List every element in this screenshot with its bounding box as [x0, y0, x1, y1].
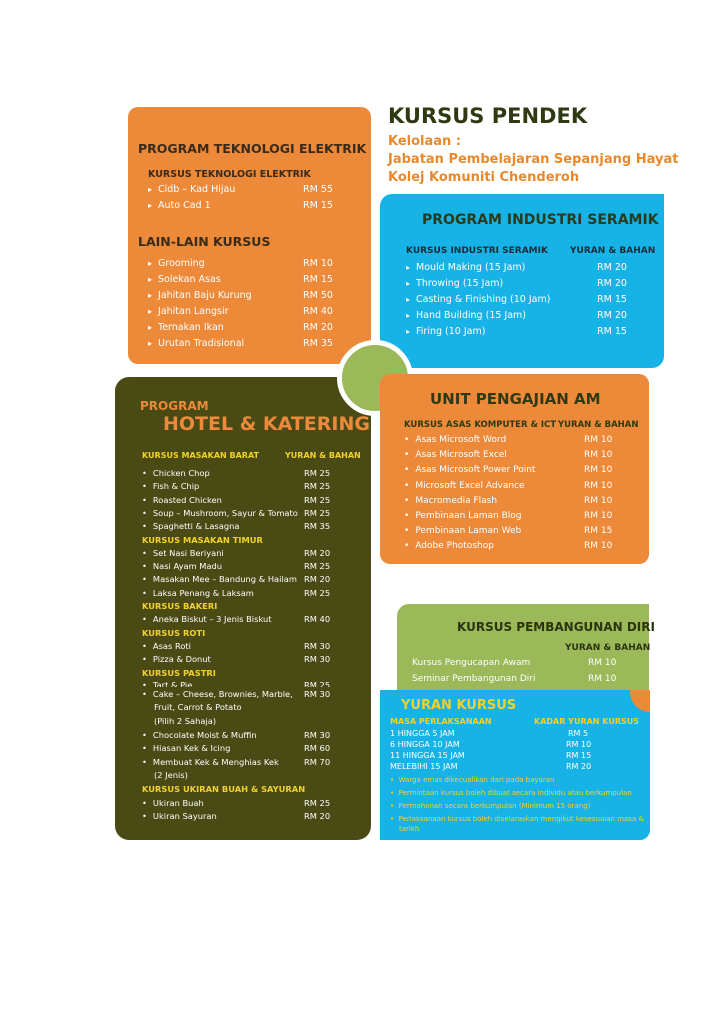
list-item-continuation: (2 Jenis): [154, 769, 188, 780]
sub-title: KURSUS TEKNOLOGI ELEKTRIK: [148, 169, 311, 180]
unit-list: [404, 435, 644, 559]
list-item: [406, 278, 656, 294]
list-item: [404, 450, 644, 466]
item-name: • Pembinaan Laman Web: [404, 526, 521, 536]
item-name: ▸ Grooming: [148, 258, 205, 269]
program-label: PROGRAM: [140, 399, 209, 413]
note-continuation: tarikh: [399, 825, 420, 833]
section-title: HOTEL & KATERING: [163, 413, 370, 435]
item-name: 1 HINGGA 5 JAM: [390, 729, 455, 738]
item-name: ▸ Throwing (15 Jam): [406, 278, 503, 289]
college-name: Kolej Komuniti Chenderoh: [388, 170, 580, 185]
panel-unit-pengajian-am: [380, 374, 649, 564]
list-item: [404, 541, 644, 557]
item-name: • Membuat Kek & Menghias Kek: [142, 757, 279, 767]
item-price: RM 30: [304, 640, 331, 651]
note-item: • Warga emas dikecualikan dari pada bayaran: [390, 776, 555, 784]
item-name: ▸ Casting & Finishing (10 Jam): [406, 294, 550, 305]
list-item: [390, 740, 645, 751]
item-name: ▸ Cidb – Kad Hijau: [148, 184, 235, 195]
item-price: RM 25: [304, 507, 331, 518]
panel-pembangunan-diri: [397, 604, 655, 690]
item-price: RM 20: [304, 547, 331, 558]
list-item: [404, 511, 644, 527]
column-header-course: KURSUS MASAKAN BARAT: [142, 451, 259, 460]
list-item: [412, 674, 642, 690]
list-item: [148, 258, 363, 274]
list-item: [148, 200, 363, 216]
item-name: • Tart & Pie: [142, 680, 192, 687]
item-name: • Asas Microsoft Excel: [404, 450, 507, 460]
item-price: RM 20: [597, 262, 627, 273]
lain-list: [148, 258, 363, 358]
note-item: • Perlaksanaan kursus boleh diselaraskan mengikut kesesuaian masa &: [390, 815, 644, 823]
item-price: RM 20: [597, 278, 627, 289]
item-name: • Hiasan Kek & Icing: [142, 743, 230, 753]
list-item-continuation: Fruit, Carrot & Potato: [154, 702, 242, 713]
list-item: [390, 762, 645, 773]
item-price: RM 10: [584, 435, 613, 445]
item-price: RM 50: [303, 290, 333, 301]
item-price: RM 25: [304, 468, 331, 478]
item-price: RM 70: [304, 756, 331, 767]
item-price: RM 20: [303, 322, 333, 333]
item-name: Kursus Pengucapan Awam: [412, 658, 531, 668]
item-name: ▸ Ternakan Ikan: [148, 322, 224, 333]
item-price: RM 10: [584, 495, 613, 506]
subsection-title: KURSUS UKIRAN BUAH & SAYURAN: [142, 783, 306, 794]
column-header-fee: KADAR YURAN KURSUS: [534, 717, 640, 726]
list-item: [390, 751, 645, 762]
list-item: [406, 294, 656, 310]
section-title: YURAN KURSUS: [401, 698, 517, 713]
panel-industri-seramik: [380, 194, 664, 368]
list-item: [390, 729, 645, 740]
item-price: RM 25: [304, 561, 331, 572]
item-price: RM 20: [566, 762, 592, 771]
list-item: [148, 290, 363, 306]
item-price: RM 10: [584, 465, 613, 476]
section-title: PROGRAM INDUSTRI SERAMIK: [422, 212, 659, 228]
item-name: • Set Nasi Beriyani: [142, 548, 224, 558]
item-price: RM 20: [304, 811, 331, 822]
panel-yuran-kursus: [380, 690, 650, 840]
item-name: • Laksa Penang & Laksam: [142, 588, 254, 598]
item-price: RM 55: [303, 184, 333, 195]
item-price: RM 15: [597, 294, 627, 305]
item-price: RM 10: [588, 674, 617, 684]
item-price: RM 15: [303, 200, 333, 211]
item-price: RM 10: [584, 511, 613, 521]
item-name: • Asas Microsoft Word: [404, 435, 506, 445]
yuran-list: [390, 729, 645, 775]
column-header-fee: YURAN & BAHAN: [285, 451, 361, 460]
page-title: KURSUS PENDEK: [388, 104, 588, 128]
item-price: RM 20: [597, 310, 627, 321]
item-name: • Asas Microsoft Power Point: [404, 465, 535, 475]
item-price: RM 5: [568, 729, 589, 738]
item-price: RM 15: [584, 526, 613, 537]
subsection-title: KURSUS ROTI: [142, 627, 206, 638]
item-price: RM 25: [304, 587, 331, 598]
item-price: RM 20: [304, 574, 331, 585]
item-name: • Masakan Mee – Bandung & Hailam: [142, 574, 297, 584]
item-name: • Chocolate Moist & Muffin: [142, 730, 257, 740]
item-name: • Adobe Photoshop: [404, 541, 494, 551]
item-price: RM 30: [304, 730, 331, 740]
item-price: RM 10: [584, 541, 613, 552]
subsection-title: KURSUS MASAKAN TIMUR: [142, 534, 263, 545]
list-item: [404, 526, 644, 542]
department-name: Jabatan Pembelajaran Sepanjang Hayat: [388, 152, 679, 167]
list-item: [148, 338, 363, 354]
item-name: • Ukiran Buah: [142, 798, 204, 808]
item-price: RM 10: [303, 258, 333, 269]
item-price: RM 40: [304, 614, 331, 625]
item-name: • Nasi Ayam Madu: [142, 561, 222, 571]
elektrik-list: [148, 184, 363, 224]
note-item: • Permintaan kursus boleh dibuat secara individu atau berkumpulan: [390, 789, 632, 797]
item-name: • Fish & Chip: [142, 481, 199, 491]
panel-hotel-katering: [115, 377, 371, 840]
list-item: [406, 262, 656, 278]
column-header-fee: YURAN & BAHAN: [558, 420, 639, 430]
column-header-fee: YURAN & BAHAN: [570, 246, 656, 256]
item-name: • Pizza & Donut: [142, 654, 211, 664]
notes-list: [390, 776, 648, 838]
item-name: • Ukiran Sayuran: [142, 811, 217, 821]
list-item: [412, 658, 642, 674]
list-item-continuation: (Pilih 2 Sahaja): [154, 715, 217, 726]
list-item: [148, 306, 363, 322]
item-price: RM 35: [304, 521, 331, 532]
item-price: RM 10: [584, 450, 613, 461]
item-price: RM 60: [304, 743, 331, 754]
item-name: • Chicken Chop: [142, 468, 210, 478]
item-name: 6 HINGGA 10 JAM: [390, 740, 460, 749]
item-name: ▸ Jahitan Langsir: [148, 306, 229, 317]
note-item: • Permohonan secara berkumpulan (Minimum 15 orang): [390, 802, 591, 810]
item-price: RM 25: [304, 494, 331, 505]
item-name: • Spaghetti & Lasagna: [142, 521, 239, 531]
item-name: 11 HINGGA 15 JAM: [390, 751, 465, 760]
item-price: RM 25: [304, 680, 331, 688]
item-name: ▸ Jahitan Baju Kurung: [148, 290, 252, 301]
list-item: [404, 496, 644, 512]
item-price: RM 10: [588, 658, 617, 668]
panel-teknologi-elektrik: [128, 107, 371, 364]
list-item: [406, 326, 656, 342]
item-name: • Pembinaan Laman Blog: [404, 511, 522, 521]
section-title: KURSUS PEMBANGUNAN DIRI: [457, 620, 655, 634]
list-item: [148, 322, 363, 338]
item-name: • Microsoft Excel Advance: [404, 481, 525, 491]
column-header-course: KURSUS ASAS KOMPUTER & ICT: [404, 420, 557, 430]
section-title: UNIT PENGAJIAN AM: [430, 390, 601, 408]
item-name: • Cake – Cheese, Brownies, Marble,: [142, 689, 293, 699]
list-item: [148, 274, 363, 290]
item-name: ▸ Auto Cad 1: [148, 200, 211, 211]
item-name: • Roasted Chicken: [142, 495, 222, 505]
item-name: • Soup – Mushroom, Sayur & Tomato: [142, 508, 298, 518]
item-price: RM 35: [303, 338, 333, 349]
subsection-title: KURSUS BAKERI: [142, 601, 218, 611]
seramik-list: [406, 262, 656, 344]
item-name: • Aneka Biskut – 3 Jenis Biskut: [142, 614, 272, 624]
item-name: • Asas Roti: [142, 641, 191, 651]
item-price: RM 15: [566, 751, 592, 760]
list-item: [142, 811, 367, 827]
list-item: [142, 680, 367, 687]
item-price: RM 30: [304, 689, 331, 699]
item-price: RM 10: [566, 740, 592, 749]
item-name: • Macromedia Flash: [404, 496, 497, 506]
item-price: RM 40: [303, 306, 333, 317]
list-item: [404, 435, 644, 451]
item-price: RM 15: [597, 326, 627, 337]
list-item: [406, 310, 656, 326]
item-name: ▸ Urutan Tradisional: [148, 338, 244, 349]
diri-list: [412, 658, 642, 690]
hotel-list: [142, 468, 367, 828]
item-price: RM 25: [304, 798, 331, 808]
list-item: [404, 465, 644, 481]
column-header-course: KURSUS INDUSTRI SERAMIK: [406, 246, 548, 256]
item-price: RM 25: [304, 481, 331, 492]
item-name: ▸ Hand Building (15 Jam): [406, 310, 526, 321]
item-name: ▸ Firing (10 Jam): [406, 326, 485, 337]
item-name: Seminar Pembangunan Diri: [412, 674, 536, 684]
item-name: ▸ Solekan Asas: [148, 274, 221, 285]
managed-by-label: Kelolaan :: [388, 134, 462, 149]
item-name: ▸ Mould Making (15 Jam): [406, 262, 525, 273]
item-price: RM 30: [304, 654, 331, 665]
item-price: RM 10: [584, 480, 613, 491]
list-item: [148, 184, 363, 200]
section-title: PROGRAM TEKNOLOGI ELEKTRIK: [138, 141, 367, 156]
item-price: RM 15: [303, 274, 333, 285]
item-name: MELEBIHI 15 JAM: [390, 762, 458, 771]
column-header-duration: MASA PERLAKSANAAN: [390, 717, 492, 726]
section-title: LAIN-LAIN KURSUS: [138, 234, 271, 249]
list-item: [404, 481, 644, 497]
subsection-title: KURSUS PASTRI: [142, 667, 216, 678]
column-header-fee: YURAN & BAHAN: [565, 643, 651, 653]
